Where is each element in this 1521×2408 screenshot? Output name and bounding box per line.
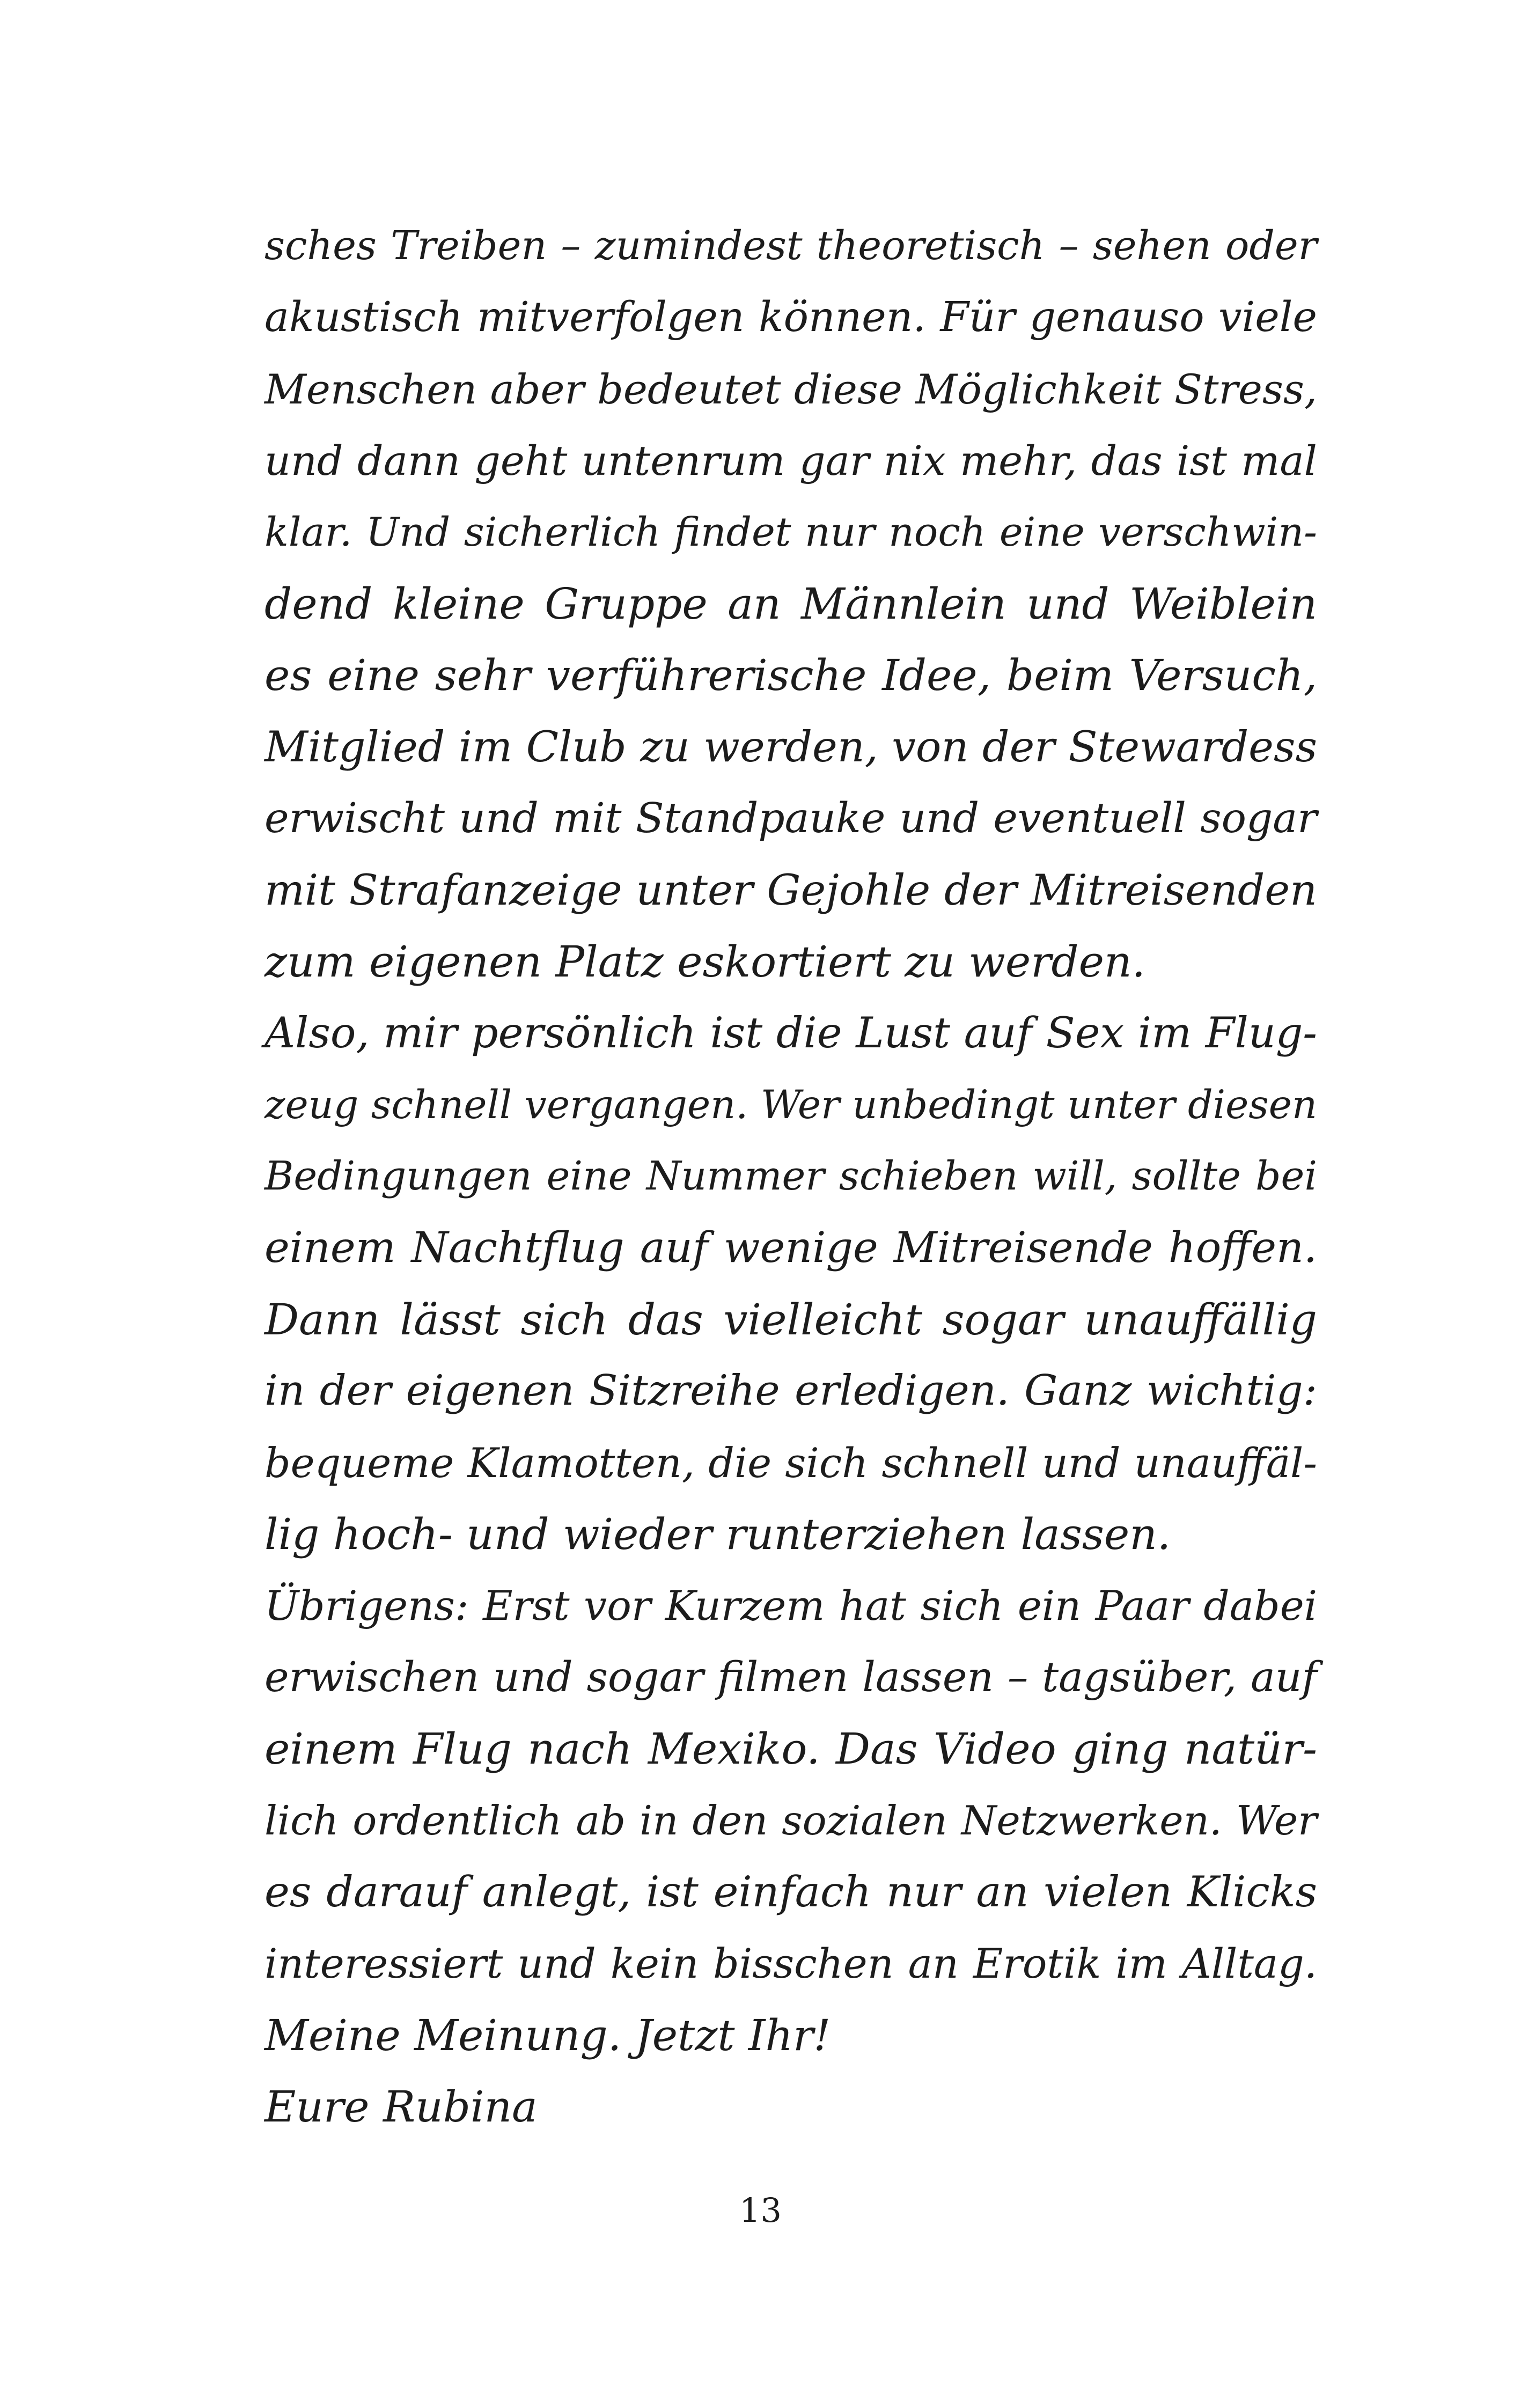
page-number: 13 xyxy=(739,2191,782,2230)
text-line: lig hoch- und wieder runterziehen lassen. xyxy=(264,1509,1171,1560)
text-line: es darauf anlegt, ist einfach nur an vielen Klicks xyxy=(264,1867,1317,1917)
text-line: Dann lässt sich das vielleicht sogar unauffällig xyxy=(264,1294,1317,1345)
text-line: es eine sehr verführerische Idee, beim Versuch, xyxy=(264,650,1317,701)
text-line: klar. Und sicherlich findet nur noch eine verschwin- xyxy=(264,509,1317,555)
text-line: interessiert und kein bisschen an Erotik im Alltag. xyxy=(264,1940,1317,1988)
text-line: dend kleine Gruppe an Männlein und Weiblein xyxy=(264,578,1317,629)
text-line: bequeme Klamotten, die sich schnell und unauffäl- xyxy=(264,1438,1317,1487)
text-line: Mitglied im Club zu werden, von der Stewardess xyxy=(264,722,1317,772)
text-line: in der eigenen Sitzreihe erledigen. Ganz wichtig: xyxy=(264,1367,1317,1415)
text-line: und dann geht untenrum gar nix mehr, das ist mal xyxy=(264,437,1317,485)
text-line: erwischt und mit Standpauke und eventuell sogar xyxy=(264,795,1317,843)
body-text xyxy=(264,210,1317,2143)
text-line: mit Strafanzeige unter Gejohle der Mitreisenden xyxy=(264,865,1317,915)
text-line: zum eigenen Platz eskortiert zu werden. xyxy=(264,936,1145,987)
text-line: lich ordentlich ab in den sozialen Netzwerken. Wer xyxy=(264,1796,1317,1844)
text-line: einem Nachtflug auf wenige Mitreisende hoffen. xyxy=(264,1223,1317,1273)
signature-line: Eure Rubina xyxy=(264,2082,538,2132)
text-line: Meine Meinung. Jetzt Ihr! xyxy=(264,2010,831,2060)
text-line: Bedingungen eine Nummer schieben will, sollte bei xyxy=(264,1153,1317,1200)
text-line: akustisch mitverfolgen können. Für genauso viele xyxy=(264,293,1317,342)
text-line: erwischen und sogar filmen lassen – tagsüber, auf xyxy=(264,1653,1317,1701)
text-line: zeug schnell vergangen. Wer unbedingt unter diesen xyxy=(264,1082,1317,1128)
text-line: Also, mir persönlich ist die Lust auf Sex im Flug- xyxy=(264,1008,1317,1058)
text-line: Übrigens: Erst vor Kurzem hat sich ein Paar dabei xyxy=(264,1582,1317,1630)
text-line: einem Flug nach Mexiko. Das Video ging natür- xyxy=(264,1724,1317,1774)
text-line: sches Treiben – zumindest theoretisch – sehen oder xyxy=(264,223,1317,269)
text-line: Menschen aber bedeutet diese Möglichkeit Stress, xyxy=(264,365,1317,413)
